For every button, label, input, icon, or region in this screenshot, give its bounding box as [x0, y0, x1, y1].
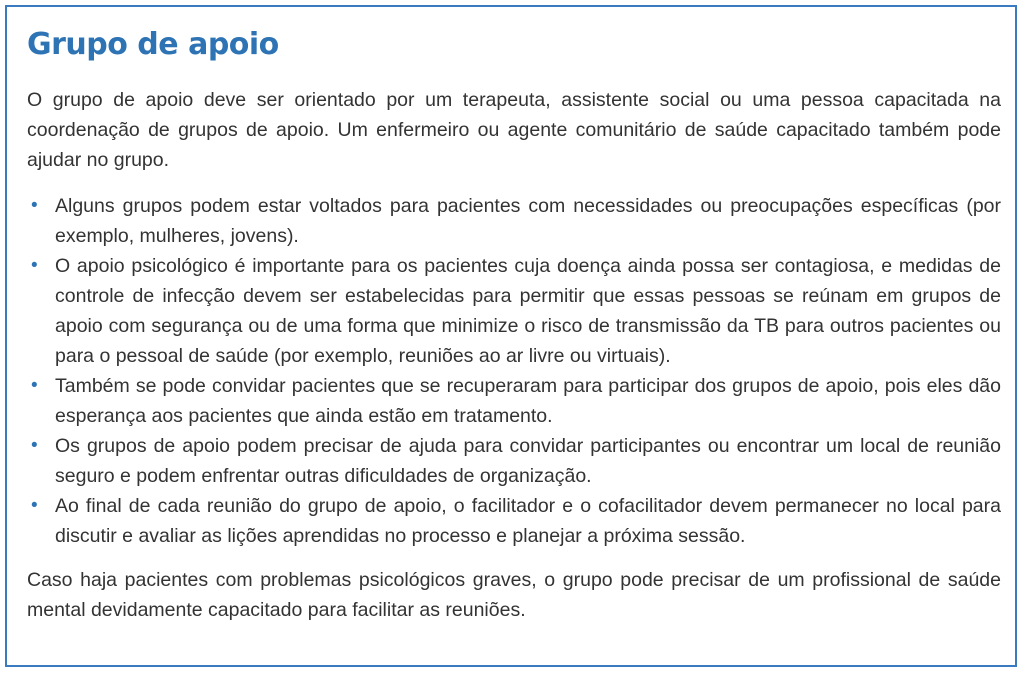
closing-paragraph: Caso haja pacientes com problemas psicológicos graves, o grupo pode precisar de um profissional de saúde mental devidamente capacitado para facilitar as reuniões. — [27, 569, 1001, 621]
bullet-text: Os grupos de apoio podem precisar de ajuda para convidar participantes ou encontrar um local de reunião seguro e podem enfrentar outras dificuldades de organização. — [55, 435, 1001, 487]
bullet-text: Ao final de cada reunião do grupo de apoio, o facilitador e o cofacilitador devem permanecer no local para discutir e avaliar as lições aprendidas no processo e planejar a próxima sessão. — [55, 495, 1001, 547]
box-content — [27, 85, 1001, 625]
bullet-item — [27, 491, 1001, 551]
bullet-dot-icon: • — [31, 255, 38, 276]
box-title: Grupo de apoio — [27, 27, 279, 62]
bullet-dot-icon: • — [31, 495, 38, 516]
support-group-box — [5, 5, 1017, 667]
bullet-text: Também se pode convidar pacientes que se recuperaram para participar dos grupos de apoio, pois eles dão esperança aos pacientes que ainda estão em tratamento. — [55, 375, 1001, 427]
bullet-item — [27, 191, 1001, 251]
bullet-dot-icon: • — [31, 195, 38, 216]
intro-paragraph: O grupo de apoio deve ser orientado por um terapeuta, assistente social ou uma pessoa capacitada na coordenação de grupos de apoio. Um enfermeiro ou agente comunitário de saúde capacitado também pode ajudar no grupo. — [27, 89, 1001, 171]
bullet-dot-icon: • — [31, 435, 38, 456]
bullet-dot-icon: • — [31, 375, 38, 396]
bullet-item — [27, 431, 1001, 491]
bullet-text: O apoio psicológico é importante para os pacientes cuja doença ainda possa ser contagiosa, e medidas de controle de infecção devem ser estabelecidas para permitir que essas pessoas se reúnam em grupos de apoio com segurança ou de uma forma que minimize o risco de transmissão da TB para outros pacientes ou para o pessoal de saúde (por exemplo, reuniões ao ar livre ou virtuais). — [55, 255, 1001, 367]
bullet-item — [27, 371, 1001, 431]
bullet-item — [27, 251, 1001, 371]
bullet-text: Alguns grupos podem estar voltados para pacientes com necessidades ou preocupações específicas (por exemplo, mulheres, jovens). — [55, 195, 1001, 247]
bullet-list — [27, 191, 1001, 551]
